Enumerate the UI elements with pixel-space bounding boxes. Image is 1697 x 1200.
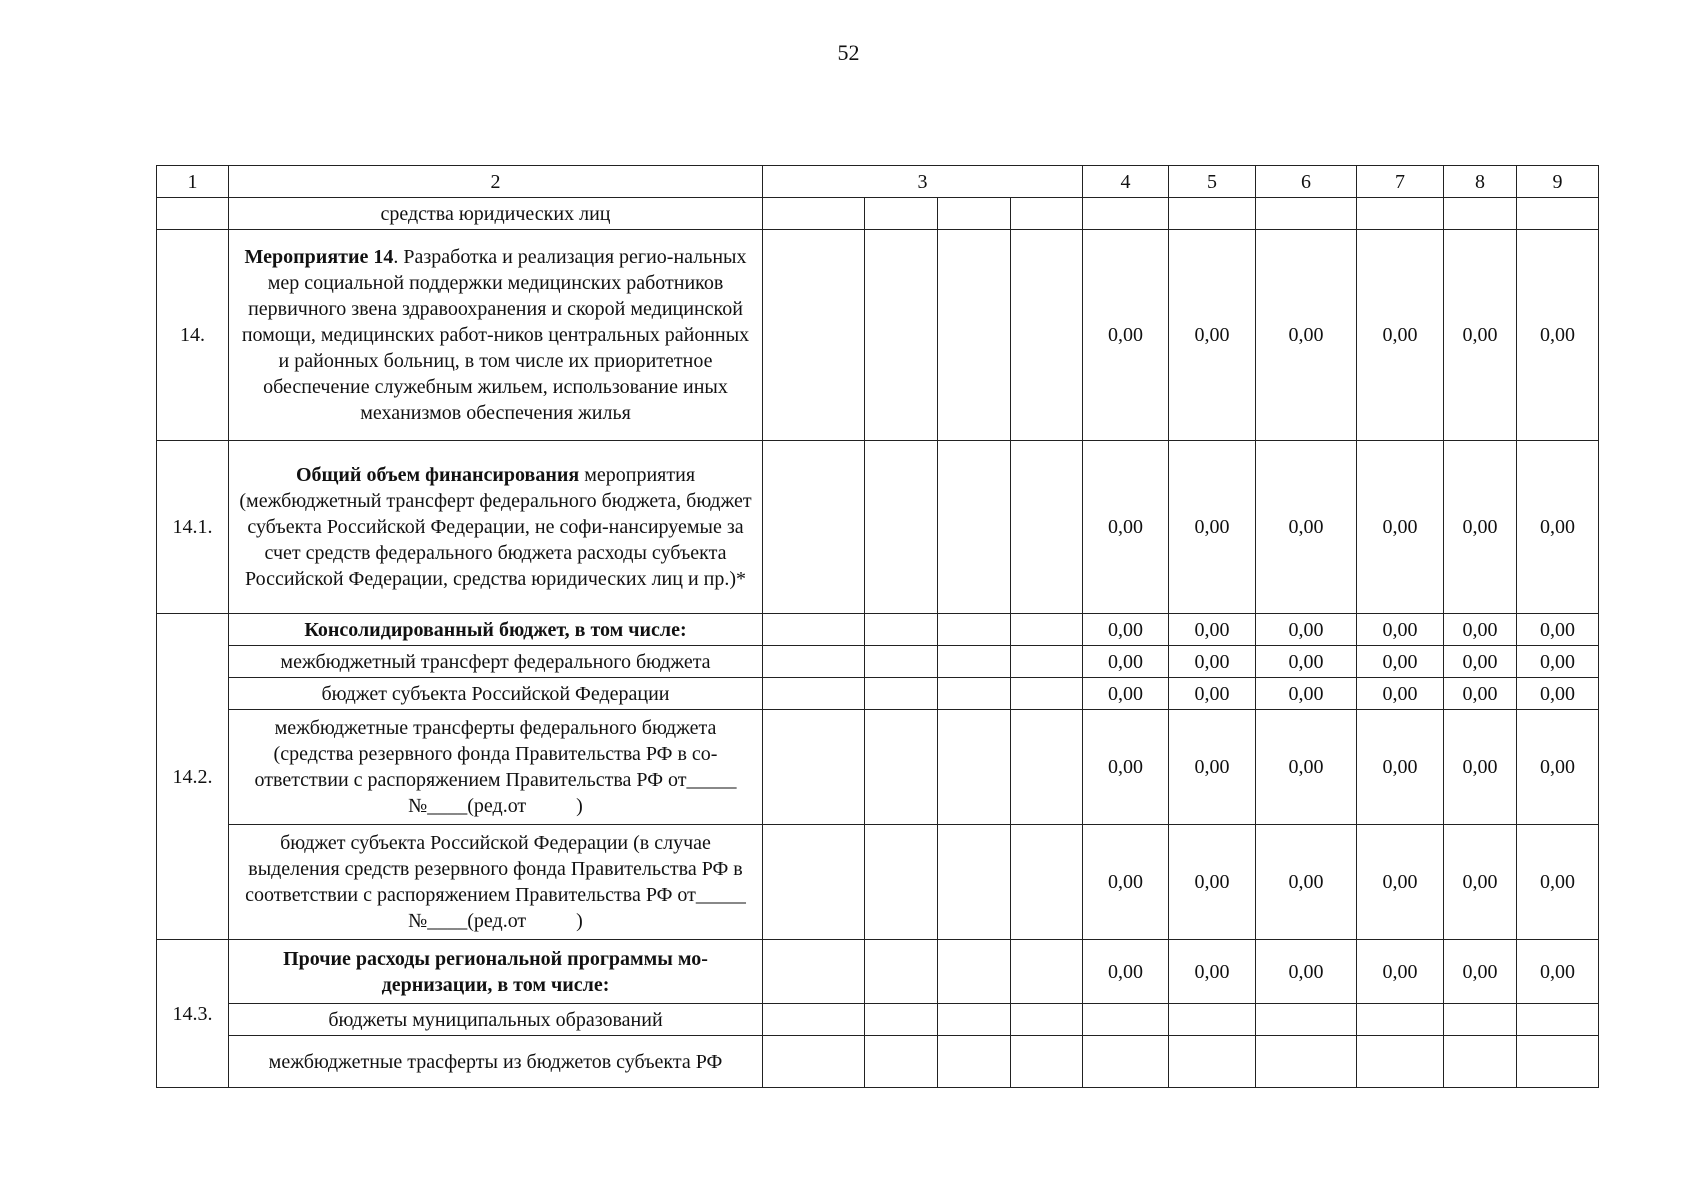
value-cell: 0,00 [1517, 614, 1599, 646]
page-number: 52 [837, 40, 860, 65]
value-cell: 0,00 [1256, 230, 1357, 441]
value-cell: 0,00 [1357, 646, 1444, 678]
header-col-2: 2 [229, 166, 763, 198]
table-row [157, 230, 1599, 441]
row-description: Консолидированный бюджет, в том числе: [229, 614, 763, 646]
value-cell: 0,00 [1169, 441, 1256, 614]
row-number: 14. [157, 230, 229, 441]
value-cell: 0,00 [1517, 441, 1599, 614]
value-cell: 0,00 [1083, 710, 1169, 825]
row-title-bold: Мероприятие 14 [244, 246, 394, 268]
row-title-rest: . Разработка и реализация регио-нальных мер социальной поддержки медицинских работников первичного звена здравоохранения и скорой медицинской помощи, медицинских работ-ников центральных районных и районных больниц, в том числе их приоритетное обеспечение служебным жильем, использование иных механизмов обеспечения жилья [241, 246, 750, 424]
value-cell: 0,00 [1357, 614, 1444, 646]
value-cell: 0,00 [1357, 940, 1444, 1004]
value-cell: 0,00 [1169, 646, 1256, 678]
value-cell: 0,00 [1169, 825, 1256, 940]
value-cell: 0,00 [1517, 678, 1599, 710]
value-cell: 0,00 [1444, 678, 1517, 710]
value-cell: 0,00 [1444, 230, 1517, 441]
value-cell: 0,00 [1083, 614, 1169, 646]
row-description: Прочие расходы региональной программы мо-дернизации, в том числе: [229, 940, 763, 1004]
table-row [157, 1004, 1599, 1036]
value-cell: 0,00 [1083, 646, 1169, 678]
row-description: бюджет субъекта Российской Федерации (в случае выделения средств резервного фонда Правительства РФ в соответствии с распоряжением Правительства РФ от_____ №____(ред.от ) [229, 825, 763, 940]
value-cell: 0,00 [1517, 940, 1599, 1004]
value-cell: 0,00 [1517, 710, 1599, 825]
value-cell: 0,00 [1169, 940, 1256, 1004]
row-description: межбюджетный трансферт федерального бюджета [229, 646, 763, 678]
program-table [156, 165, 1599, 1088]
value-cell: 0,00 [1169, 614, 1256, 646]
table-row [157, 198, 1599, 230]
value-cell: 0,00 [1256, 678, 1357, 710]
value-cell: 0,00 [1256, 940, 1357, 1004]
row-title-rest: мероприятия (межбюджетный трансферт федерального бюджета, бюджет субъекта Российской Федерации, не софи-нансируемые за счет средств федерального бюджета расходы субъекта Российской Федерации, средства юридических лиц и пр.)* [239, 464, 752, 590]
value-cell: 0,00 [1357, 230, 1444, 441]
value-cell: 0,00 [1083, 825, 1169, 940]
value-cell: 0,00 [1357, 441, 1444, 614]
value-cell: 0,00 [1256, 614, 1357, 646]
header-col-8: 8 [1444, 166, 1517, 198]
header-col-4: 4 [1083, 166, 1169, 198]
value-cell: 0,00 [1256, 710, 1357, 825]
header-col-5: 5 [1169, 166, 1256, 198]
row-description [229, 441, 763, 614]
header-col-3: 3 [763, 166, 1083, 198]
header-row [157, 166, 1599, 198]
table-row [157, 710, 1599, 825]
value-cell: 0,00 [1083, 230, 1169, 441]
table-row [157, 678, 1599, 710]
row-number: 14.2. [157, 614, 229, 940]
table-row [157, 825, 1599, 940]
value-cell: 0,00 [1256, 825, 1357, 940]
row-title-bold: Общий объем финансирования [295, 464, 580, 486]
value-cell: 0,00 [1517, 646, 1599, 678]
table-row [157, 614, 1599, 646]
value-cell: 0,00 [1083, 940, 1169, 1004]
header-col-7: 7 [1357, 166, 1444, 198]
value-cell: 0,00 [1083, 678, 1169, 710]
value-cell: 0,00 [1517, 230, 1599, 441]
value-cell: 0,00 [1444, 646, 1517, 678]
row-number: 14.3. [157, 940, 229, 1088]
table-row [157, 646, 1599, 678]
header-col-6: 6 [1256, 166, 1357, 198]
table-row [157, 940, 1599, 1004]
row-description: межбюджетные трасферты из бюджетов субъекта РФ [229, 1036, 763, 1088]
value-cell: 0,00 [1256, 441, 1357, 614]
table-row [157, 441, 1599, 614]
header-col-1: 1 [157, 166, 229, 198]
value-cell: 0,00 [1083, 441, 1169, 614]
value-cell: 0,00 [1357, 825, 1444, 940]
table-row [157, 1036, 1599, 1088]
row-description [229, 230, 763, 441]
header-col-9: 9 [1517, 166, 1599, 198]
value-cell: 0,00 [1444, 710, 1517, 825]
value-cell: 0,00 [1357, 710, 1444, 825]
row-description: межбюджетные трансферты федерального бюджета (средства резервного фонда Правительства РФ в со-ответствии с распоряжением Правительства РФ от_____ №____(ред.от ) [229, 710, 763, 825]
value-cell: 0,00 [1169, 230, 1256, 441]
value-cell: 0,00 [1444, 614, 1517, 646]
row-description: бюджет субъекта Российской Федерации [229, 678, 763, 710]
row-description: средства юридических лиц [229, 198, 763, 230]
value-cell: 0,00 [1169, 710, 1256, 825]
value-cell: 0,00 [1444, 441, 1517, 614]
value-cell: 0,00 [1444, 825, 1517, 940]
value-cell: 0,00 [1444, 940, 1517, 1004]
value-cell: 0,00 [1169, 678, 1256, 710]
value-cell: 0,00 [1256, 646, 1357, 678]
value-cell: 0,00 [1517, 825, 1599, 940]
row-number: 14.1. [157, 441, 229, 614]
value-cell: 0,00 [1357, 678, 1444, 710]
row-description: бюджеты муниципальных образований [229, 1004, 763, 1036]
